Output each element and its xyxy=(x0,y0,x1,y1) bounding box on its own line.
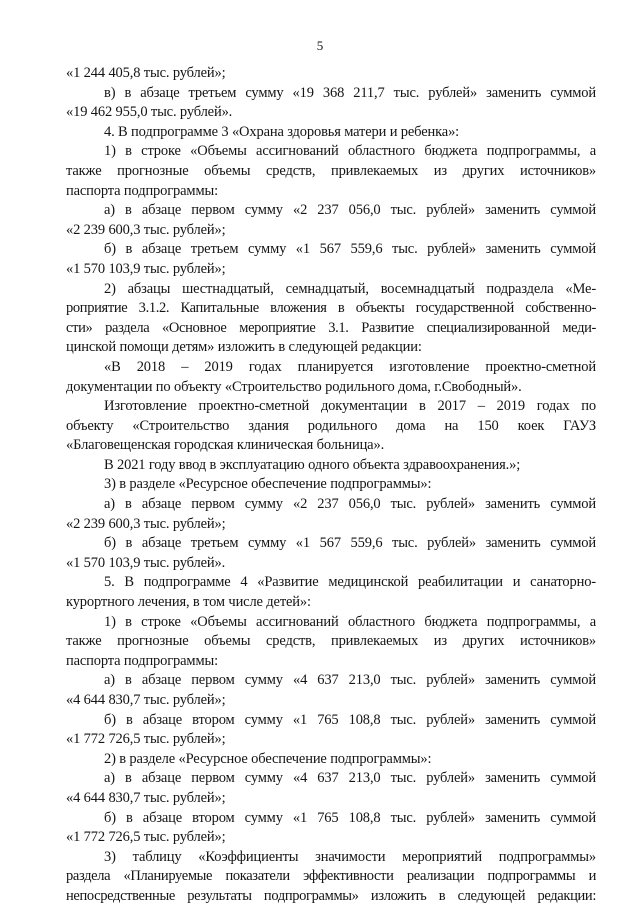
text-line: «В 2018 – 2019 годах планируется изготовление проектно-сметной xyxy=(104,358,596,375)
text-line: «Благовещенская городская клиническая больница». xyxy=(66,437,385,454)
text-line: а) в абзаце первом сумму «2 237 056,0 тыс. рублей» заменить суммой xyxy=(104,496,596,513)
text-line: б) в абзаце третьем сумму «1 567 559,6 тыс. рублей» заменить суммой xyxy=(104,241,596,258)
page-number: 5 xyxy=(316,38,324,53)
text-line: «1 772 726,5 тыс. рублей»; xyxy=(66,829,226,846)
text-line: 2) абзацы шестнадцатый, семнадцатый, восемнадцатый подраздела «Ме- xyxy=(104,280,596,297)
text-line: Изготовление проектно-сметной документации в 2017 – 2019 годах по xyxy=(104,398,596,415)
text-line: 5. В подпрограмме 4 «Развитие медицинской реабилитации и санаторно- xyxy=(104,574,596,591)
text-line: в) в абзаце третьем сумму «19 368 211,7 тыс. рублей» заменить суммой xyxy=(104,84,596,101)
text-line: «1 570 103,9 тыс. рублей»; xyxy=(66,260,226,277)
text-line: а) в абзаце первом сумму «4 637 213,0 тыс. рублей» заменить суммой xyxy=(104,672,596,689)
text-line: б) в абзаце третьем сумму «1 567 559,6 тыс. рублей» заменить суммой xyxy=(104,535,596,552)
text-line: В 2021 году ввод в эксплуатацию одного объекта здравоохранения.»; xyxy=(104,456,521,473)
text-line: «4 644 830,7 тыс. рублей»; xyxy=(66,789,226,806)
text-line: 3) таблицу «Коэффициенты значимости мероприятий подпрограммы» xyxy=(104,848,596,865)
text-line: цинской помощи детям» изложить в следующей редакции: xyxy=(66,339,422,356)
text-line: роприятие 3.1.2. Капитальные вложения в объекты государственной собственно- xyxy=(66,300,596,317)
text-line: объекту «Строительство здания родильного дома на 150 коек ГАУЗ xyxy=(66,417,596,434)
document-body xyxy=(66,64,596,907)
text-line: также прогнозные объемы средств, привлекаемых из других источников» xyxy=(66,633,596,650)
text-line: документации по объекту «Строительство родильного дома, г.Свободный». xyxy=(66,378,522,395)
text-line: также прогнозные объемы средств, привлекаемых из других источников» xyxy=(66,162,596,179)
text-line: 3) в разделе «Ресурсное обеспечение подпрограммы»: xyxy=(104,476,432,493)
text-line: «2 239 600,3 тыс. рублей»; xyxy=(66,221,226,238)
text-line: паспорта подпрограммы: xyxy=(66,182,218,199)
text-line: а) в абзаце первом сумму «2 237 056,0 тыс. рублей» заменить суммой xyxy=(104,202,596,219)
text-line: б) в абзаце втором сумму «1 765 108,8 тыс. рублей» заменить суммой xyxy=(104,711,596,728)
text-line: б) в абзаце втором сумму «1 765 108,8 тыс. рублей» заменить суммой xyxy=(104,809,596,826)
text-line: сти» раздела «Основное мероприятие 3.1. Развитие специализированной меди- xyxy=(66,319,596,336)
text-line: курортного лечения, в том числе детей»: xyxy=(66,594,311,611)
text-line: 4. В подпрограмме 3 «Охрана здоровья матери и ребенка»: xyxy=(104,123,460,140)
text-line: 2) в разделе «Ресурсное обеспечение подпрограммы»: xyxy=(104,750,432,767)
text-line: паспорта подпрограммы: xyxy=(66,652,218,669)
text-line: «1 772 726,5 тыс. рублей»; xyxy=(66,731,226,748)
text-line: «19 462 955,0 тыс. рублей». xyxy=(66,104,233,121)
text-line: 1) в строке «Объемы ассигнований областного бюджета подпрограммы, а xyxy=(104,143,596,160)
text-line: «1 570 103,9 тыс. рублей». xyxy=(66,554,226,571)
text-line: «4 644 830,7 тыс. рублей»; xyxy=(66,692,226,708)
text-line: непосредственные результаты подпрограммы» изложить в следующей редакции: xyxy=(66,887,596,904)
text-line: «1 244 405,8 тыс. рублей»; xyxy=(66,65,226,81)
text-line: раздела «Планируемые показатели эффективности реализации подпрограммы и xyxy=(66,868,596,885)
text-line: «2 239 600,3 тыс. рублей»; xyxy=(66,515,226,532)
text-line: 1) в строке «Объемы ассигнований областного бюджета подпрограммы, а xyxy=(104,613,596,630)
text-line: а) в абзаце первом сумму «4 637 213,0 тыс. рублей» заменить суммой xyxy=(104,770,596,787)
